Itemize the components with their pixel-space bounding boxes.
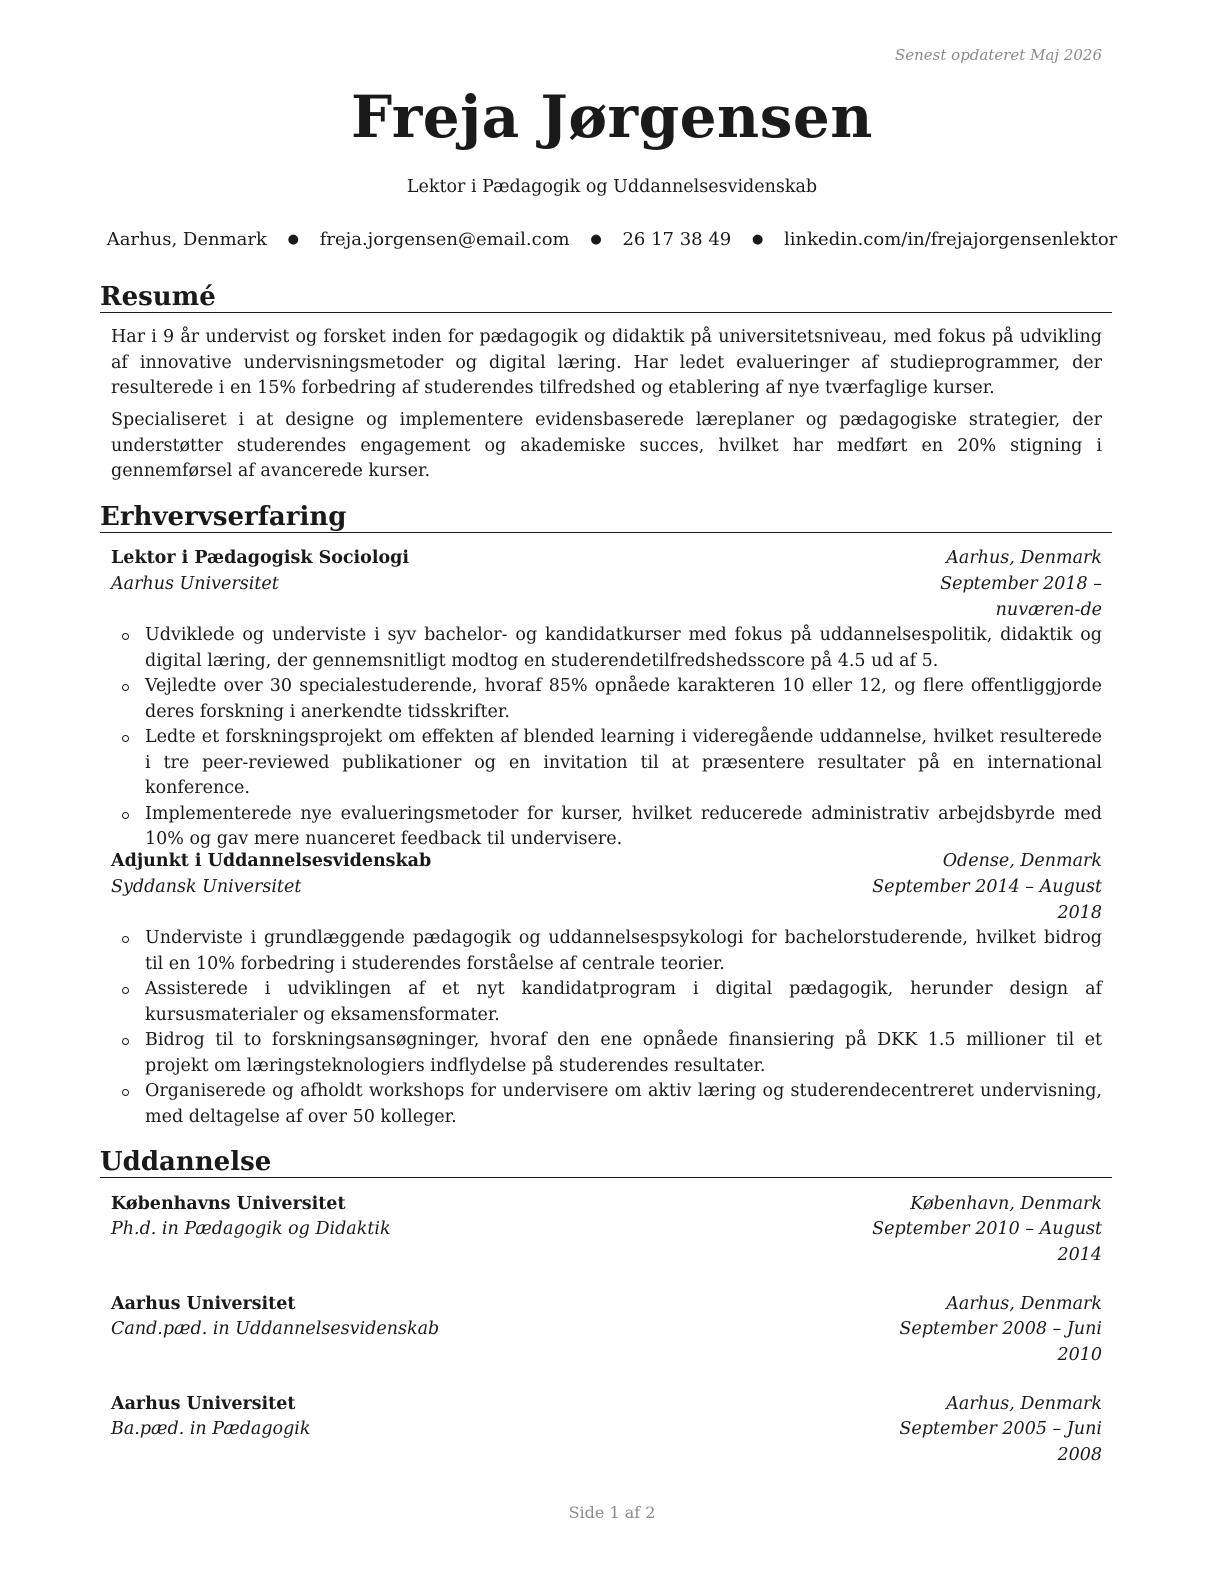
contact-location: Aarhus, Denmark xyxy=(106,229,267,250)
bullet-separator-icon: ● xyxy=(751,232,764,247)
education-dates: September 2005 – Juni 2008 xyxy=(899,1419,1102,1465)
education-degree: Ba.pæd. in Pædagogik xyxy=(111,1419,311,1439)
education-school: Aarhus Universitet xyxy=(111,1294,296,1314)
candidate-name: Freja Jørgensen xyxy=(351,83,873,151)
section-heading-education: Uddannelse xyxy=(100,1149,1112,1178)
contact-line xyxy=(0,229,1224,250)
list-item: Implementerede nye evalueringsmetoder for kurser, hvilket reducerede administrativ arbejdsbyrde med 10% og gav mere nuanceret feedback til undervisere. xyxy=(111,802,1102,853)
list-item: Organiserede og afholdt workshops for undervisere om aktiv læring og studerendecentreret undervisning, med deltagelse af over 50 kolleger. xyxy=(111,1079,1102,1130)
bullet-separator-icon: ● xyxy=(590,232,602,247)
page-number: Side 1 af 2 xyxy=(568,1503,656,1522)
job-bullet-list xyxy=(111,623,1102,853)
contact-linkedin[interactable]: linkedin.com/in/frejajorgensenlektor xyxy=(784,229,1118,250)
candidate-title: Lektor i Pædagogik og Uddannelsesvidenskab xyxy=(406,177,818,197)
education-location: København, Denmark xyxy=(910,1194,1102,1214)
job-bullet-list xyxy=(111,926,1102,1130)
contact-email[interactable]: freja.jorgensen@email.com xyxy=(319,229,570,250)
education-degree: Ph.d. in Pædagogik og Didaktik xyxy=(111,1219,391,1239)
education-school: Aarhus Universitet xyxy=(111,1394,296,1414)
education-degree: Cand.pæd. in Uddannelsesvidenskab xyxy=(111,1319,440,1339)
education-dates: September 2008 – Juni 2010 xyxy=(899,1319,1102,1365)
section-heading-experience: Erhvervserfaring xyxy=(100,504,1112,533)
job-location: Odense, Denmark xyxy=(942,851,1102,871)
education-location: Aarhus, Denmark xyxy=(946,1394,1102,1414)
job-dates: September 2014 – August 2018 xyxy=(872,877,1102,923)
list-item: Assisterede i udviklingen af et nyt kandidatprogram i digital pædagogik, herunder design af kursusmaterialer og eksamensformater. xyxy=(111,977,1102,1028)
list-item: Udviklede og underviste i syv bachelor- og kandidatkurser med fokus på uddannelsespolitik, didaktik og digital læring, der gennemsnitligt modtog en studerendetilfredshedsscore på 4.5 ud af 5. xyxy=(111,623,1102,674)
job-role: Lektor i Pædagogisk Sociologi xyxy=(111,548,410,568)
education-dates: September 2010 – August 2014 xyxy=(872,1219,1102,1265)
job-dates: September 2018 – nuværen-de xyxy=(940,574,1102,620)
contact-phone: 26 17 38 49 xyxy=(622,229,732,250)
education-school: Københavns Universitet xyxy=(111,1194,346,1214)
job-location: Aarhus, Denmark xyxy=(946,548,1102,568)
job-organization: Syddansk Universitet xyxy=(111,877,302,897)
list-item: Bidrog til to forskningsansøgninger, hvoraf den ene opnåede finansiering på DKK 1.5 millioner til et projekt om læringsteknologiers indflydelse på studerendes resultater. xyxy=(111,1028,1102,1079)
list-item: Ledte et forskningsprojekt om effekten af blended learning i videregående uddannelse, hvilket resulterede i tre peer-reviewed publikationer og en invitation til at præsentere resultater på en international konference. xyxy=(111,725,1102,802)
list-item: Vejledte over 30 specialestuderende, hvoraf 85% opnåede karakteren 10 eller 12, og flere offentliggjorde deres forskning i anerkendte tidsskrifter. xyxy=(111,674,1102,725)
summary-paragraph: Har i 9 år undervist og forsket inden for pædagogik og didaktik på universitetsniveau, med fokus på udvikling af innovative undervisningsmetoder og digital læring. Har ledet evalueringer af studieprogrammer, der resulterede i en 15% forbedring af studerendes tilfredshed og etablering af nye tværfaglige kurser. xyxy=(111,327,1102,398)
summary-paragraph: Specialiseret i at designe og implementere evidensbaserede læreplaner og pædagogiske strategier, der understøtter studerendes engagement og akademiske succes, hvilket har medført en 20% stigning i gennemførsel af avancerede kurser. xyxy=(111,410,1102,481)
job-organization: Aarhus Universitet xyxy=(111,574,279,594)
last-updated: Senest opdateret Maj 2026 xyxy=(894,46,1102,64)
section-heading-summary: Resumé xyxy=(100,284,1112,313)
education-location: Aarhus, Denmark xyxy=(946,1294,1102,1314)
list-item: Underviste i grundlæggende pædagogik og uddannelsespsykologi for bachelorstuderende, hvilket bidrog til en 10% forbedring i studerendes forståelse af centrale teorier. xyxy=(111,926,1102,977)
bullet-separator-icon: ● xyxy=(287,232,299,247)
job-role: Adjunkt i Uddannelsesvidenskab xyxy=(111,851,432,871)
